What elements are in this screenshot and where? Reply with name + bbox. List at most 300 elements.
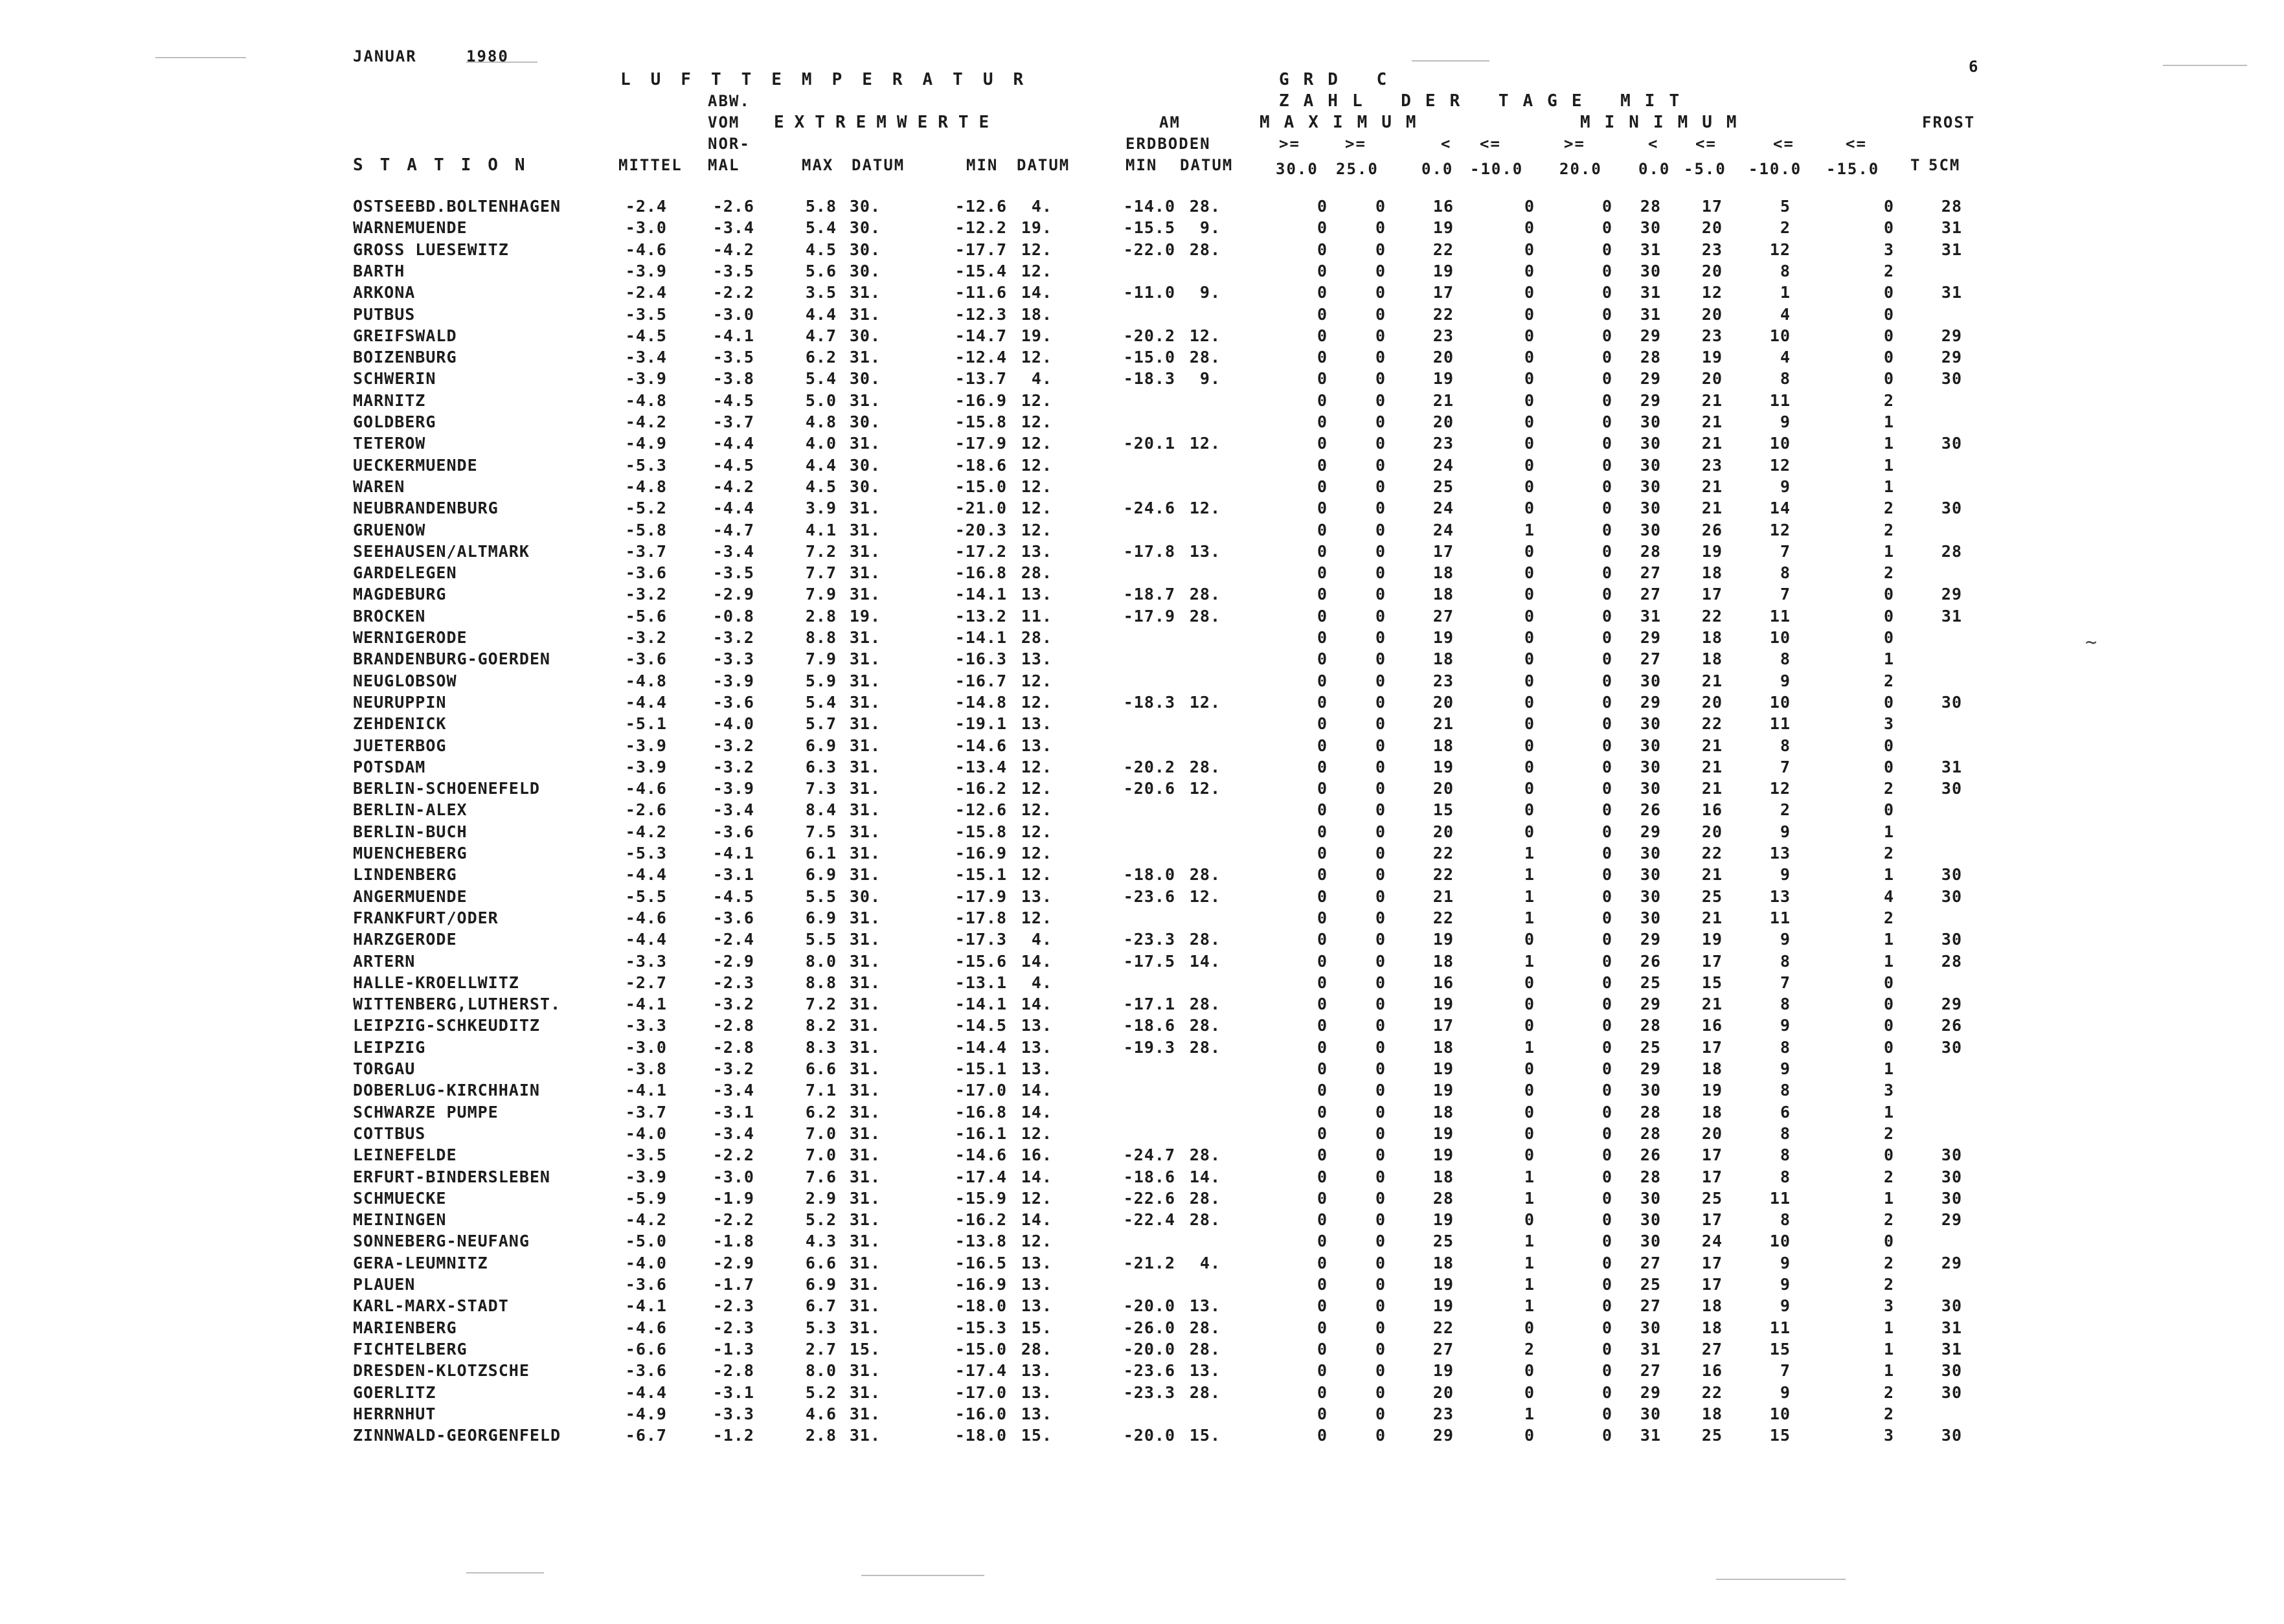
min-cell: -17.2 [955, 541, 1007, 561]
mittel-cell: -3.3 [625, 951, 667, 971]
count-min-le-m10: 8 [1780, 1210, 1791, 1230]
table-row [0, 217, 2284, 238]
erd-min-cell: -23.6 [1123, 1361, 1175, 1381]
table-row [0, 1079, 2284, 1101]
table-row [0, 390, 2284, 411]
station-name: ERFURT-BINDERSLEBEN [353, 1167, 550, 1186]
station-name: LINDENBERG [353, 865, 457, 885]
erd-datum-cell: 12. [1189, 499, 1221, 518]
count-max-ge25: 0 [1375, 1253, 1386, 1272]
min-datum-header: DATUM [1017, 156, 1070, 174]
station-name: NEUGLOBSOW [353, 671, 457, 690]
count-max-ge25: 0 [1375, 1081, 1386, 1100]
erd-min-cell: -20.0 [1123, 1426, 1175, 1445]
erd-min-cell: -24.6 [1123, 499, 1175, 518]
count-max-ge30: 0 [1317, 779, 1328, 798]
count-max-ge25: 0 [1375, 606, 1386, 626]
count-max-ge30: 0 [1317, 844, 1328, 863]
station-name: BROCKEN [353, 606, 426, 626]
count-max-ge25: 0 [1375, 822, 1386, 841]
count-min-le-m5: 24 [1701, 1232, 1723, 1251]
count-min-le-m15: 2 [1883, 1123, 1894, 1143]
min-datum-cell: 18. [1021, 304, 1052, 324]
count-min-lt0: 25 [1640, 973, 1661, 992]
abw-cell: -1.9 [712, 1188, 754, 1208]
count-max-lt0: 16 [1432, 973, 1454, 992]
max-datum-cell: 31. [849, 390, 881, 410]
count-max-le-m10: 0 [1524, 973, 1535, 992]
count-max-ge25: 0 [1375, 1016, 1386, 1035]
count-min-lt0: 30 [1640, 434, 1661, 453]
abw-cell: -3.0 [712, 304, 754, 324]
count-min-le-m5: 20 [1701, 1123, 1723, 1143]
count-min-ge20: 0 [1601, 197, 1612, 216]
count-min-le-m10: 7 [1780, 757, 1791, 776]
abw-cell: -3.0 [712, 1167, 754, 1186]
abw-cell: -3.4 [712, 541, 754, 561]
max-datum-cell: 31. [849, 908, 881, 927]
count-max-ge30: 0 [1317, 1102, 1328, 1122]
min-datum-cell: 19. [1021, 218, 1052, 238]
count-max-lt0: 18 [1432, 649, 1454, 669]
station-name: WAREN [353, 477, 405, 496]
table-row [0, 929, 2284, 950]
max-datum-cell: 30. [849, 240, 881, 259]
abw-cell: -1.2 [712, 1426, 754, 1445]
count-min-lt0: 31 [1640, 1339, 1661, 1359]
count-max-ge25: 0 [1375, 951, 1386, 971]
min-datum-cell: 13. [1021, 1037, 1052, 1057]
erd-min-cell: -22.0 [1123, 240, 1175, 259]
table-row [0, 1209, 2284, 1230]
abw-cell: -3.4 [712, 218, 754, 238]
min-datum-cell: 13. [1021, 1059, 1052, 1078]
max-cell: 4.0 [805, 434, 837, 453]
max-datum-cell: 31. [849, 1253, 881, 1272]
count-max-ge25: 0 [1375, 1382, 1386, 1402]
count-min-le-m15: 2 [1883, 390, 1894, 410]
minimum-header: MINIMUM [1580, 113, 1751, 132]
count-max-ge30: 0 [1317, 1188, 1328, 1208]
max-cell: 7.5 [805, 822, 837, 841]
count-min-le-m15: 0 [1883, 197, 1894, 216]
max-datum-cell: 30. [849, 412, 881, 431]
erd-min-cell: -23.6 [1123, 886, 1175, 906]
frost-cell: 30 [1941, 1188, 1962, 1208]
min-cell: -20.3 [955, 520, 1007, 539]
vom-header: VOM [708, 113, 740, 131]
count-max-ge25: 0 [1375, 1296, 1386, 1316]
max-datum-cell: 31. [849, 1382, 881, 1402]
count-max-ge30: 0 [1317, 692, 1328, 712]
count-min-ge20: 0 [1601, 930, 1612, 949]
frost-cell: 30 [1941, 499, 1962, 518]
count-min-le-m15: 0 [1883, 369, 1894, 389]
max-datum-cell: 31. [849, 1210, 881, 1230]
abw-cell: -2.2 [712, 1145, 754, 1165]
min-datum-cell: 13. [1021, 1296, 1052, 1316]
count-min-lt0: 30 [1640, 520, 1661, 539]
abw-cell: -4.0 [712, 714, 754, 734]
table-row [0, 951, 2284, 972]
count-min-lt0: 29 [1640, 390, 1661, 410]
count-min-ge20: 0 [1601, 1318, 1612, 1337]
count-min-le-m10: 12 [1769, 779, 1791, 798]
count-min-le-m10: 2 [1780, 800, 1791, 820]
count-min-le-m15: 1 [1883, 1339, 1894, 1359]
count-max-lt0: 18 [1432, 736, 1454, 755]
count-max-le-m10: 1 [1524, 1253, 1535, 1272]
count-min-lt0: 30 [1640, 714, 1661, 734]
count-min-le-m15: 2 [1883, 261, 1894, 280]
count-max-lt0: 18 [1432, 1253, 1454, 1272]
count-max-ge25: 0 [1375, 1102, 1386, 1122]
min-datum-cell: 14. [1021, 995, 1052, 1014]
count-min-lt0: 29 [1640, 628, 1661, 647]
le-symbol: <= [1846, 135, 1867, 153]
count-max-le-m10: 0 [1524, 197, 1535, 216]
count-max-lt0: 23 [1432, 1404, 1454, 1423]
frost-cell: 30 [1941, 886, 1962, 906]
abw-header: ABW. [708, 92, 751, 110]
count-min-le-m15: 2 [1883, 671, 1894, 690]
count-min-le-m5: 21 [1701, 390, 1723, 410]
count-max-le-m10: 1 [1524, 1188, 1535, 1208]
count-min-lt0: 30 [1640, 865, 1661, 885]
max-datum-cell: 31. [849, 1123, 881, 1143]
count-max-lt0: 20 [1432, 1382, 1454, 1402]
count-min-lt0: 27 [1640, 649, 1661, 669]
count-min-ge20: 0 [1601, 606, 1612, 626]
count-min-le-m10: 9 [1780, 1059, 1791, 1078]
erd-datum-cell: 28. [1189, 1145, 1221, 1165]
count-min-le-m5: 22 [1701, 714, 1723, 734]
min-datum-cell: 13. [1021, 1404, 1052, 1423]
mittel-cell: -4.1 [625, 1296, 667, 1316]
abw-cell: -4.2 [712, 477, 754, 496]
count-min-le-m5: 21 [1701, 736, 1723, 755]
count-min-le-m15: 1 [1883, 412, 1894, 431]
count-min-ge20: 0 [1601, 865, 1612, 885]
count-max-lt0: 19 [1432, 1059, 1454, 1078]
count-max-ge25: 0 [1375, 477, 1386, 496]
min-cell: -15.6 [955, 951, 1007, 971]
count-max-ge30: 0 [1317, 1081, 1328, 1100]
mittel-cell: -3.9 [625, 261, 667, 280]
count-min-le-m15: 2 [1883, 1404, 1894, 1423]
min-cell: -16.1 [955, 1123, 1007, 1143]
abw-cell: -3.2 [712, 995, 754, 1014]
table-row [0, 1188, 2284, 1209]
min-cell: -16.3 [955, 649, 1007, 669]
count-min-le-m5: 17 [1701, 585, 1723, 604]
max-cell: 5.7 [805, 714, 837, 734]
max-cell: 6.6 [805, 1253, 837, 1272]
max-cell: 8.2 [805, 1016, 837, 1035]
frost-cell: 29 [1941, 1210, 1962, 1230]
erd-datum-cell: 13. [1189, 1361, 1221, 1381]
table-row [0, 605, 2284, 627]
count-min-le-m5: 17 [1701, 1210, 1723, 1230]
max-datum-cell: 31. [849, 930, 881, 949]
erd-min-cell: -26.0 [1123, 1318, 1175, 1337]
min-datum-cell: 12. [1021, 1232, 1052, 1251]
min-datum-cell: 14. [1021, 283, 1052, 302]
count-min-le-m5: 19 [1701, 930, 1723, 949]
mal-header: MAL [708, 156, 740, 174]
max-cell: 6.9 [805, 908, 837, 927]
count-min-lt0: 30 [1640, 477, 1661, 496]
count-min-ge20: 0 [1601, 1210, 1612, 1230]
max-datum-cell: 31. [849, 822, 881, 841]
mittel-cell: -5.9 [625, 1188, 667, 1208]
max-cell: 5.5 [805, 886, 837, 906]
station-name: TORGAU [353, 1059, 416, 1078]
count-min-ge20: 0 [1601, 844, 1612, 863]
count-min-le-m10: 11 [1769, 606, 1791, 626]
max-cell: 2.7 [805, 1339, 837, 1359]
table-row [0, 1144, 2284, 1166]
table-row [0, 778, 2284, 799]
count-min-lt0: 29 [1640, 692, 1661, 712]
table-row [0, 541, 2284, 562]
count-min-ge20: 0 [1601, 369, 1612, 389]
min-datum-cell: 12. [1021, 779, 1052, 798]
max-cell: 8.8 [805, 628, 837, 647]
maximum-header: MAXIMUM [1260, 113, 1430, 132]
count-max-le-m10: 0 [1524, 499, 1535, 518]
count-min-le-m10: 11 [1769, 1318, 1791, 1337]
count-min-le-m10: 7 [1780, 585, 1791, 604]
count-max-le-m10: 0 [1524, 1059, 1535, 1078]
count-min-lt0: 30 [1640, 757, 1661, 776]
abw-cell: -2.9 [712, 951, 754, 971]
min-datum-cell: 12. [1021, 908, 1052, 927]
min-datum-cell: 13. [1021, 1361, 1052, 1381]
max-cell: 2.9 [805, 1188, 837, 1208]
erd-datum-cell: 14. [1189, 1167, 1221, 1186]
count-min-ge20: 0 [1601, 348, 1612, 367]
table-row [0, 1123, 2284, 1144]
mittel-cell: -4.8 [625, 477, 667, 496]
count-max-ge30: 0 [1317, 1016, 1328, 1035]
frost-depth-header: 5CM [1928, 156, 1961, 174]
count-min-le-m15: 0 [1883, 283, 1894, 302]
count-min-ge20: 0 [1601, 218, 1612, 238]
count-min-le-m10: 8 [1780, 951, 1791, 971]
max-datum-cell: 31. [849, 541, 881, 561]
count-max-ge30: 0 [1317, 757, 1328, 776]
count-min-le-m10: 7 [1780, 1361, 1791, 1381]
min-datum-cell: 14. [1021, 1081, 1052, 1100]
erdboden-header: ERDBODEN [1125, 135, 1211, 153]
station-name: LEIPZIG-SCHKEUDITZ [353, 1016, 540, 1035]
min-datum-cell: 12. [1021, 844, 1052, 863]
count-min-le-m5: 21 [1701, 995, 1723, 1014]
min-cell: -17.9 [955, 434, 1007, 453]
frost-cell: 30 [1941, 692, 1962, 712]
abw-cell: -3.2 [712, 757, 754, 776]
count-min-le-m15: 0 [1883, 1145, 1894, 1165]
min-datum-cell: 13. [1021, 736, 1052, 755]
count-min-le-m10: 11 [1769, 908, 1791, 927]
count-max-ge30: 0 [1317, 865, 1328, 885]
count-min-ge20: 0 [1601, 800, 1612, 820]
count-min-le-m5: 16 [1701, 1016, 1723, 1035]
count-min-le-m5: 21 [1701, 865, 1723, 885]
erd-min-cell: -20.2 [1123, 326, 1175, 345]
min-datum-cell: 16. [1021, 1145, 1052, 1165]
max-datum-cell: 31. [849, 671, 881, 690]
station-name: MUENCHEBERG [353, 844, 468, 863]
count-max-ge25: 0 [1375, 1210, 1386, 1230]
abw-cell: -1.3 [712, 1339, 754, 1359]
max-datum-cell: 31. [849, 1426, 881, 1445]
count-max-ge25: 0 [1375, 348, 1386, 367]
count-max-ge30: 0 [1317, 197, 1328, 216]
count-max-lt0: 22 [1432, 304, 1454, 324]
count-max-ge30: 0 [1317, 261, 1328, 280]
count-min-le-m10: 10 [1769, 326, 1791, 345]
max-datum-cell: 30. [849, 886, 881, 906]
zahl-header: ZAHL DER TAGE MIT [1279, 91, 1694, 111]
scan-line [861, 1575, 984, 1576]
count-max-ge30: 0 [1317, 628, 1328, 647]
count-min-lt0: 30 [1640, 844, 1661, 863]
count-min-le-m15: 2 [1883, 779, 1894, 798]
count-min-le-m15: 4 [1883, 886, 1894, 906]
am-header: AM [1159, 113, 1181, 131]
abw-cell: -3.2 [712, 1059, 754, 1078]
count-min-le-m10: 8 [1780, 995, 1791, 1014]
table-row [0, 735, 2284, 756]
frost-cell: 29 [1941, 995, 1962, 1014]
count-max-ge25: 0 [1375, 1404, 1386, 1423]
count-min-le-m10: 12 [1769, 455, 1791, 475]
count-min-le-m5: 17 [1701, 1037, 1723, 1057]
count-min-le-m10: 10 [1769, 1404, 1791, 1423]
table-row [0, 196, 2284, 217]
count-max-ge30: 0 [1317, 563, 1328, 583]
max-cell: 5.9 [805, 671, 837, 690]
count-max-ge25: 0 [1375, 1188, 1386, 1208]
frost-cell: 28 [1941, 951, 1962, 971]
mittel-cell: -4.6 [625, 240, 667, 259]
count-min-ge20: 0 [1601, 671, 1612, 690]
max-datum-cell: 19. [849, 606, 881, 626]
erd-min-cell: -20.0 [1123, 1339, 1175, 1359]
max-datum-cell: 31. [849, 1145, 881, 1165]
count-max-ge25: 0 [1375, 628, 1386, 647]
month-label: JANUAR [353, 47, 417, 65]
count-min-ge20: 0 [1601, 520, 1612, 539]
abw-cell: -3.8 [712, 369, 754, 389]
ge-symbol: >= [1564, 135, 1585, 153]
count-max-lt0: 15 [1432, 800, 1454, 820]
count-max-ge30: 0 [1317, 886, 1328, 906]
station-name: BERLIN-BUCH [353, 822, 468, 841]
count-max-lt0: 19 [1432, 218, 1454, 238]
count-max-le-m10: 0 [1524, 1361, 1535, 1381]
frost-cell: 30 [1941, 779, 1962, 798]
mittel-cell: -4.2 [625, 1210, 667, 1230]
count-max-ge25: 0 [1375, 304, 1386, 324]
abw-cell: -4.5 [712, 455, 754, 475]
count-max-ge30: 0 [1317, 434, 1328, 453]
count-max-ge30: 0 [1317, 1296, 1328, 1316]
count-min-le-m10: 9 [1780, 412, 1791, 431]
station-name: SCHWERIN [353, 369, 436, 389]
min-cell: -16.8 [955, 1102, 1007, 1122]
count-max-le-m10: 0 [1524, 779, 1535, 798]
min-cell: -13.7 [955, 369, 1007, 389]
count-max-le-m10: 0 [1524, 585, 1535, 604]
count-max-ge25: 0 [1375, 1123, 1386, 1143]
erd-datum-cell: 28. [1189, 1016, 1221, 1035]
le-symbol: <= [1773, 135, 1794, 153]
max-datum-cell: 31. [849, 1059, 881, 1078]
count-max-lt0: 27 [1432, 606, 1454, 626]
count-min-lt0: 28 [1640, 197, 1661, 216]
max-cell: 5.0 [805, 390, 837, 410]
count-max-ge25: 0 [1375, 1426, 1386, 1445]
count-max-lt0: 19 [1432, 1275, 1454, 1294]
count-max-lt0: 22 [1432, 865, 1454, 885]
count-max-ge30: 0 [1317, 995, 1328, 1014]
count-min-le-m10: 15 [1769, 1339, 1791, 1359]
max-cell: 3.9 [805, 499, 837, 518]
min-datum-cell: 12. [1021, 434, 1052, 453]
count-min-le-m15: 2 [1883, 499, 1894, 518]
count-max-lt0: 18 [1432, 951, 1454, 971]
table-row [0, 864, 2284, 885]
count-max-le-m10: 0 [1524, 736, 1535, 755]
erd-datum-cell: 9. [1199, 283, 1221, 302]
max-cell: 7.9 [805, 649, 837, 669]
min-cell: -15.3 [955, 1318, 1007, 1337]
min-datum-cell: 13. [1021, 649, 1052, 669]
count-min-le-m5: 20 [1701, 692, 1723, 712]
count-max-le-m10: 0 [1524, 455, 1535, 475]
count-min-lt0: 31 [1640, 240, 1661, 259]
max-cell: 5.6 [805, 261, 837, 280]
count-max-ge25: 0 [1375, 326, 1386, 345]
table-row [0, 993, 2284, 1015]
min-datum-cell: 12. [1021, 520, 1052, 539]
count-min-ge20: 0 [1601, 995, 1612, 1014]
count-max-ge30: 0 [1317, 326, 1328, 345]
count-min-lt0: 30 [1640, 908, 1661, 927]
mittel-cell: -4.9 [625, 1404, 667, 1423]
erd-datum-cell: 28. [1189, 348, 1221, 367]
mittel-cell: -5.2 [625, 499, 667, 518]
min-cell: -16.0 [955, 1404, 1007, 1423]
frost-cell: 30 [1941, 369, 1962, 389]
min-cell: -14.6 [955, 736, 1007, 755]
max-datum-cell: 30. [849, 326, 881, 345]
count-max-lt0: 22 [1432, 908, 1454, 927]
count-max-lt0: 19 [1432, 369, 1454, 389]
count-min-lt0: 29 [1640, 822, 1661, 841]
min-cell: -15.9 [955, 1188, 1007, 1208]
count-min-le-m15: 0 [1883, 1232, 1894, 1251]
frost-cell: 30 [1941, 1296, 1962, 1316]
min-cell: -17.7 [955, 240, 1007, 259]
page-number: 6 [1969, 58, 1980, 76]
max-datum-cell: 31. [849, 304, 881, 324]
station-name: TETEROW [353, 434, 426, 453]
max-datum-cell: 31. [849, 1232, 881, 1251]
